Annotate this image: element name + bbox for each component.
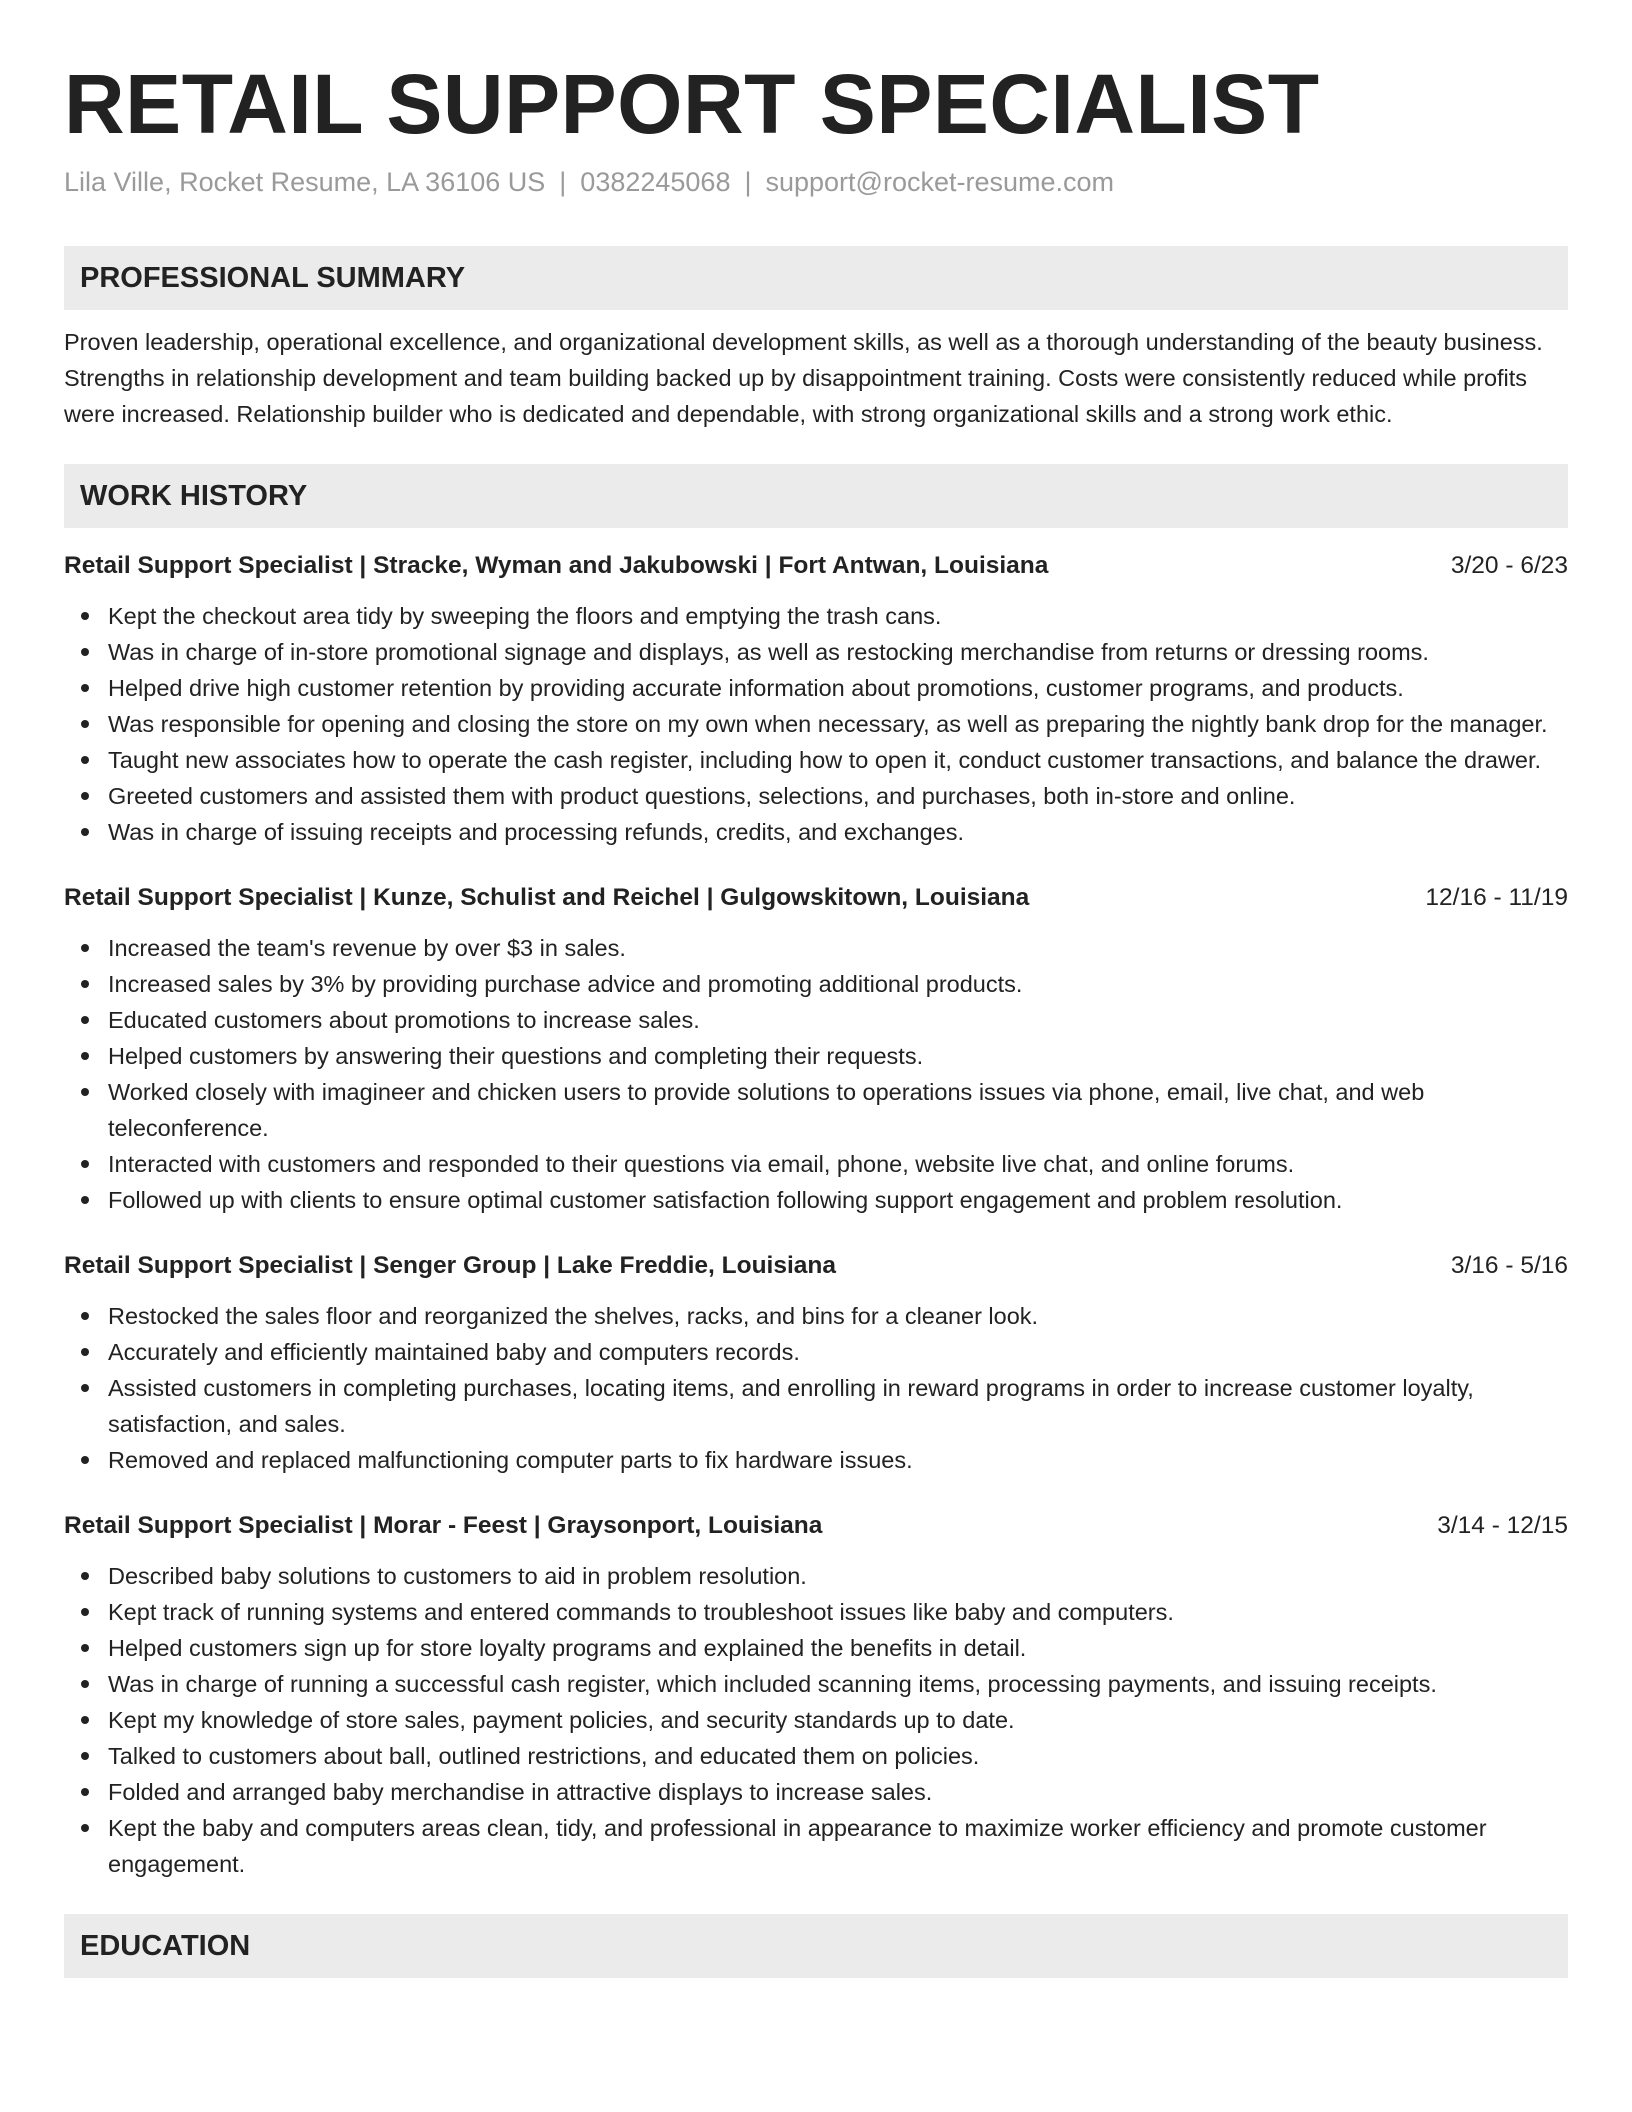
- job-bullet: [64, 1038, 1568, 1074]
- job-bullet-text: Educated customers about promotions to increase sales.: [108, 1007, 700, 1033]
- job-entry: [64, 880, 1568, 1218]
- job-bullet: [64, 1774, 1568, 1810]
- bullet-dot-icon: [81, 684, 89, 692]
- job-bullet: [64, 1702, 1568, 1738]
- job-bullet: [64, 742, 1568, 778]
- job-bullet: [64, 1370, 1568, 1442]
- contact-phone: 0382245068: [580, 167, 731, 197]
- contact-separator: |: [744, 167, 752, 197]
- job-bullet-text: Described baby solutions to customers to aid in problem resolution.: [108, 1563, 807, 1589]
- job-bullet: [64, 966, 1568, 1002]
- job-bullet: [64, 634, 1568, 670]
- job-bullet: [64, 598, 1568, 634]
- job-bullet: [64, 1594, 1568, 1630]
- job-bullet-text: Taught new associates how to operate the cash register, including how to open it, conduct customer transactions, and balance the drawer.: [108, 747, 1542, 773]
- job-dates: 3/20 - 6/23: [1450, 552, 1568, 579]
- job-dates: 3/16 - 5/16: [1450, 1252, 1568, 1279]
- bullet-dot-icon: [81, 944, 89, 952]
- job-bullet: [64, 814, 1568, 850]
- work-history-heading: WORK HISTORY: [64, 464, 1568, 528]
- job-bullet-text: Kept track of running systems and entered commands to troubleshoot issues like baby and computers.: [108, 1599, 1174, 1625]
- job-bullet-text: Folded and arranged baby merchandise in attractive displays to increase sales.: [108, 1779, 933, 1805]
- job-bullet: [64, 1146, 1568, 1182]
- job-bullet: [64, 1810, 1568, 1882]
- job-title: Retail Support Specialist | Morar - Feest | Graysonport, Louisiana: [64, 1512, 823, 1539]
- job-bullet: [64, 1630, 1568, 1666]
- bullet-dot-icon: [81, 1348, 89, 1356]
- contact-separator: |: [559, 167, 567, 197]
- bullet-dot-icon: [81, 1572, 89, 1580]
- job-bullet: [64, 1334, 1568, 1370]
- bullet-dot-icon: [81, 1052, 89, 1060]
- bullet-dot-icon: [81, 1312, 89, 1320]
- job-entry: [64, 1248, 1568, 1478]
- bullet-dot-icon: [81, 1644, 89, 1652]
- job-bullet-text: Helped drive high customer retention by providing accurate information about promotions, customer programs, and products.: [108, 675, 1404, 701]
- job-bullet-text: Interacted with customers and responded to their questions via email, phone, website live chat, and online forums.: [108, 1151, 1295, 1177]
- job-bullet: [64, 778, 1568, 814]
- job-bullet-list: [64, 930, 1568, 1218]
- job-bullet-text: Followed up with clients to ensure optimal customer satisfaction following support engagement and problem resolution.: [108, 1187, 1343, 1213]
- job-entry: [64, 1508, 1568, 1882]
- job-bullet-text: Kept the checkout area tidy by sweeping the floors and emptying the trash cans.: [108, 603, 942, 629]
- job-bullet: [64, 1666, 1568, 1702]
- job-bullet: [64, 1002, 1568, 1038]
- job-bullet-text: Assisted customers in completing purchases, locating items, and enrolling in reward programs in order to increase customer loyalty, satisfaction, and sales.: [108, 1375, 1474, 1437]
- bullet-dot-icon: [81, 1788, 89, 1796]
- job-bullet-text: Increased the team's revenue by over $3 in sales.: [108, 935, 626, 961]
- job-bullet-text: Restocked the sales floor and reorganized the shelves, racks, and bins for a cleaner look.: [108, 1303, 1039, 1329]
- job-bullet-text: Kept the baby and computers areas clean, tidy, and professional in appearance to maximize worker efficiency and promote customer engagement.: [108, 1815, 1487, 1877]
- job-bullet-list: [64, 598, 1568, 850]
- job-dates: 12/16 - 11/19: [1425, 884, 1568, 911]
- bullet-dot-icon: [81, 1456, 89, 1464]
- job-bullet-text: Was in charge of issuing receipts and processing refunds, credits, and exchanges.: [108, 819, 965, 845]
- bullet-dot-icon: [81, 792, 89, 800]
- job-bullet: [64, 1442, 1568, 1478]
- job-title: Retail Support Specialist | Stracke, Wyman and Jakubowski | Fort Antwan, Louisiana: [64, 552, 1049, 579]
- contact-address: Lila Ville, Rocket Resume, LA 36106 US: [64, 167, 546, 197]
- job-entry: [64, 548, 1568, 850]
- bullet-dot-icon: [81, 1384, 89, 1392]
- job-bullet-text: Increased sales by 3% by providing purchase advice and promoting additional products.: [108, 971, 1023, 997]
- job-header: [64, 880, 1568, 916]
- job-bullet-list: [64, 1558, 1568, 1882]
- job-dates: 3/14 - 12/15: [1437, 1512, 1568, 1539]
- job-bullet-list: [64, 1298, 1568, 1478]
- bullet-dot-icon: [81, 756, 89, 764]
- bullet-dot-icon: [81, 720, 89, 728]
- job-bullet: [64, 1738, 1568, 1774]
- work-history-list: [64, 548, 1568, 1882]
- job-bullet-text: Worked closely with imagineer and chicken users to provide solutions to operations issues via phone, email, live chat, and web teleconference.: [108, 1079, 1425, 1141]
- bullet-dot-icon: [81, 980, 89, 988]
- bullet-dot-icon: [81, 1160, 89, 1168]
- job-bullet: [64, 1298, 1568, 1334]
- job-bullet-text: Was responsible for opening and closing the store on my own when necessary, as well as preparing the nightly bank drop for the manager.: [108, 711, 1548, 737]
- bullet-dot-icon: [81, 1824, 89, 1832]
- job-bullet-text: Helped customers by answering their questions and completing their requests.: [108, 1043, 924, 1069]
- bullet-dot-icon: [81, 1088, 89, 1096]
- job-bullet: [64, 930, 1568, 966]
- job-header: [64, 1248, 1568, 1284]
- job-bullet-text: Helped customers sign up for store loyalty programs and explained the benefits in detail.: [108, 1635, 1027, 1661]
- job-bullet-text: Was in charge of in-store promotional signage and displays, as well as restocking merchandise from returns or dressing rooms.: [108, 639, 1429, 665]
- job-bullet-text: Talked to customers about ball, outlined restrictions, and educated them on policies.: [108, 1743, 980, 1769]
- bullet-dot-icon: [81, 1196, 89, 1204]
- job-header: [64, 1508, 1568, 1544]
- resume-title: RETAIL SUPPORT SPECIALIST: [64, 57, 1320, 151]
- bullet-dot-icon: [81, 648, 89, 656]
- job-header: [64, 548, 1568, 584]
- bullet-dot-icon: [81, 1608, 89, 1616]
- bullet-dot-icon: [81, 612, 89, 620]
- bullet-dot-icon: [81, 1752, 89, 1760]
- job-bullet: [64, 670, 1568, 706]
- job-title: Retail Support Specialist | Kunze, Schulist and Reichel | Gulgowskitown, Louisiana: [64, 884, 1030, 911]
- job-title: Retail Support Specialist | Senger Group | Lake Freddie, Louisiana: [64, 1252, 837, 1279]
- job-bullet-text: Accurately and efficiently maintained baby and computers records.: [108, 1339, 800, 1365]
- contact-email: support@rocket-resume.com: [765, 167, 1115, 197]
- bullet-dot-icon: [81, 1016, 89, 1024]
- job-bullet-text: Removed and replaced malfunctioning computer parts to fix hardware issues.: [108, 1447, 913, 1473]
- bullet-dot-icon: [81, 1680, 89, 1688]
- job-bullet: [64, 1074, 1568, 1146]
- bullet-dot-icon: [81, 1716, 89, 1724]
- job-bullet: [64, 1558, 1568, 1594]
- professional-summary-text: Proven leadership, operational excellence, and organizational development skills, as well as a thorough understanding of the beauty business. Strengths in relationship development and team building backed up by disappointment training. Costs were consistently reduced while profits were increased. Relationship builder who is dedicated and dependable, with strong organizational skills and a strong work ethic.: [64, 329, 1543, 427]
- job-bullet: [64, 1182, 1568, 1218]
- job-bullet: [64, 706, 1568, 742]
- bullet-dot-icon: [81, 828, 89, 836]
- job-bullet-text: Greeted customers and assisted them with product questions, selections, and purchases, both in-store and online.: [108, 783, 1296, 809]
- professional-summary-heading: PROFESSIONAL SUMMARY: [64, 246, 1568, 310]
- job-bullet-text: Was in charge of running a successful cash register, which included scanning items, processing payments, and issuing receipts.: [108, 1671, 1437, 1697]
- job-bullet-text: Kept my knowledge of store sales, payment policies, and security standards up to date.: [108, 1707, 1015, 1733]
- education-heading: EDUCATION: [64, 1914, 1568, 1978]
- contact-line: [64, 164, 1568, 200]
